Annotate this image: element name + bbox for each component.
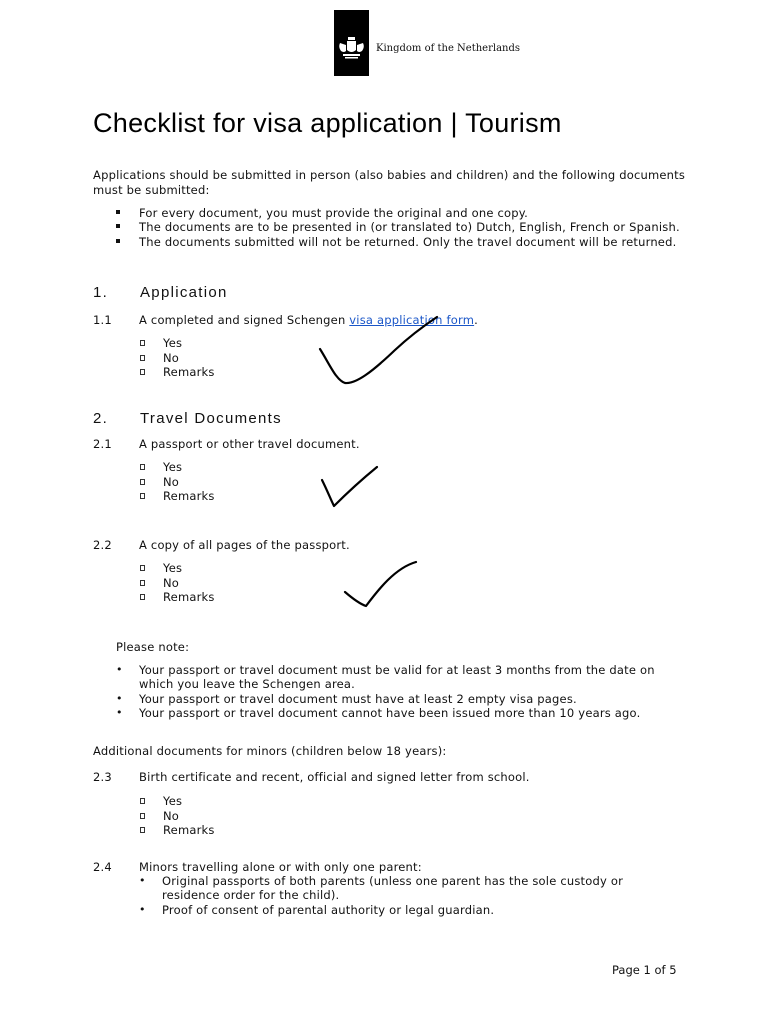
bullet-icon: • <box>116 691 123 705</box>
option-yes[interactable]: Yes <box>139 794 339 809</box>
minors-requirements-list <box>139 874 639 917</box>
list-item: • Your passport or travel document cannot have been issued more than 10 years ago. <box>116 706 641 721</box>
option-no[interactable]: No <box>139 351 339 366</box>
option-yes[interactable]: Yes <box>139 336 339 351</box>
bullet-icon: • <box>139 902 146 916</box>
visa-application-form-link[interactable]: visa application form <box>349 313 475 327</box>
bullet-icon: • <box>116 663 123 676</box>
option-yes[interactable]: Yes <box>139 460 339 475</box>
option-no[interactable]: No <box>139 475 339 490</box>
list-item: • Proof of consent of parental authority or legal guardian. <box>139 902 495 917</box>
option-remarks[interactable]: Remarks <box>139 489 339 504</box>
bullet-icon: • <box>139 874 146 887</box>
logo-text: Kingdom of the Netherlands <box>376 43 521 54</box>
list-item: The documents are to be presented in (or translated to) Dutch, English, French or Spanish. <box>116 220 716 234</box>
list-item: For every document, you must provide the original and one copy. <box>116 206 716 220</box>
please-note-label: Please note: <box>116 640 190 654</box>
option-remarks[interactable]: Remarks <box>139 823 339 838</box>
option-yes[interactable]: Yes <box>139 561 339 576</box>
list-item: • Your passport or travel document must have at least 2 empty visa pages. <box>116 691 577 706</box>
minors-intro: Additional documents for minors (children below 18 years): <box>93 744 447 758</box>
list-item: • Your passport or travel document must be valid for at least 3 months from the date on which you leave the Schengen area. <box>116 663 655 692</box>
bullet-icon: • <box>116 706 123 720</box>
page-number: Page 1 of 5 <box>612 963 677 977</box>
option-no[interactable]: No <box>139 809 339 824</box>
list-item: The documents submitted will not be returned. Only the travel document will be returned. <box>116 235 716 249</box>
list-item: • Original passports of both parents (unless one parent has the sole custody or residence order for the child). <box>139 874 623 903</box>
checkbox-icon[interactable] <box>140 813 145 819</box>
option-remarks[interactable]: Remarks <box>139 590 339 605</box>
options-2-3 <box>139 794 339 838</box>
page-title: Checklist for visa application | Tourism <box>93 108 562 138</box>
option-no[interactable]: No <box>139 576 339 591</box>
checkbox-icon[interactable] <box>140 798 145 804</box>
checkbox-icon[interactable] <box>140 827 145 833</box>
intro-paragraph: Applications should be submitted in person (also babies and children) and the following documents must be submitted: <box>93 168 686 197</box>
please-note-list <box>116 663 686 721</box>
option-remarks[interactable]: Remarks <box>139 365 339 380</box>
